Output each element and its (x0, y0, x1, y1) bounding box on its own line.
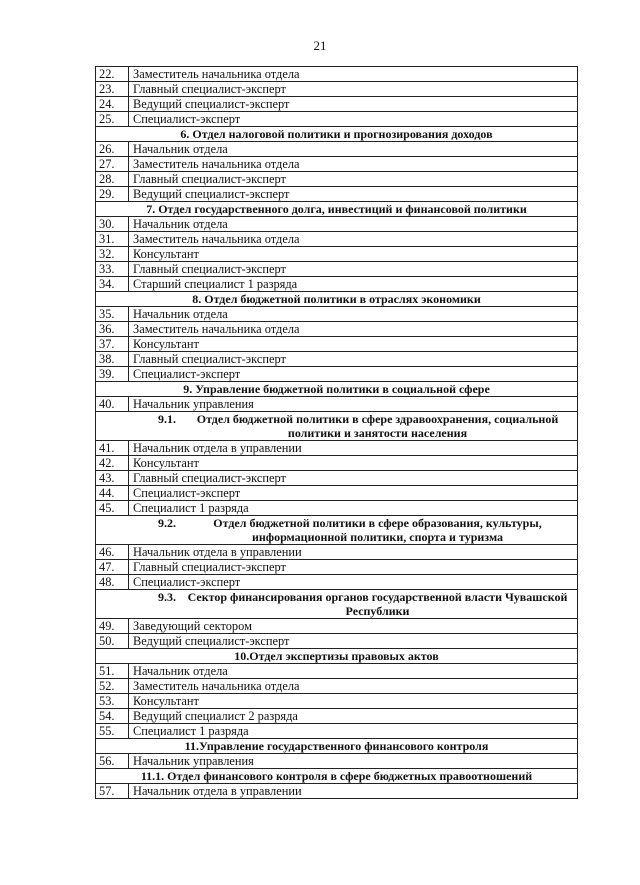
position-title: Начальник отдела (129, 664, 578, 679)
row-number: 22. (96, 67, 129, 82)
table-row (96, 82, 578, 97)
row-number: 36. (96, 322, 129, 337)
row-number: 40. (96, 397, 129, 412)
position-title: Начальник управления (129, 397, 578, 412)
section-title: 11.1. Отдел финансового контроля в сфере бюджетных правоотношений (96, 769, 578, 784)
section-title: 7. Отдел государственного долга, инвестиций и финансовой политики (96, 202, 578, 217)
table-row (96, 217, 578, 232)
table-row (96, 142, 578, 157)
row-number: 42. (96, 456, 129, 471)
subsection-header-row (96, 412, 578, 441)
row-number: 26. (96, 142, 129, 157)
position-title: Заведующий сектором (129, 619, 578, 634)
page-number: 21 (313, 38, 327, 53)
section-header-row (96, 769, 578, 784)
row-number: 52. (96, 679, 129, 694)
table-row (96, 352, 578, 367)
row-number: 31. (96, 232, 129, 247)
position-title: Заместитель начальника отдела (129, 67, 578, 82)
row-number: 27. (96, 157, 129, 172)
position-title: Ведущий специалист-эксперт (129, 187, 578, 202)
row-number: 39. (96, 367, 129, 382)
subsection-cell (96, 516, 578, 545)
row-number: 47. (96, 560, 129, 575)
section-header-row (96, 382, 578, 397)
position-title: Ведущий специалист-эксперт (129, 97, 578, 112)
row-number: 44. (96, 486, 129, 501)
position-title: Начальник управления (129, 754, 578, 769)
subsection-title: Отдел бюджетной политики в сфере здравоохранения, социальной политики и занятости населения (196, 412, 559, 440)
table-row (96, 560, 578, 575)
table-row (96, 694, 578, 709)
table-row (96, 262, 578, 277)
section-title: 6. Отдел налоговой политики и прогнозирования доходов (96, 127, 578, 142)
position-title: Главный специалист-эксперт (129, 82, 578, 97)
position-title: Специалист 1 разряда (129, 501, 578, 516)
table-row (96, 664, 578, 679)
position-title: Заместитель начальника отдела (129, 157, 578, 172)
row-number: 48. (96, 575, 129, 590)
position-title: Заместитель начальника отдела (129, 679, 578, 694)
position-title: Ведущий специалист 2 разряда (129, 709, 578, 724)
position-title: Заместитель начальника отдела (129, 322, 578, 337)
table-row (96, 619, 578, 634)
row-number: 49. (96, 619, 129, 634)
subsection-number: 9.1. (158, 412, 176, 426)
subsection-cell (96, 590, 578, 619)
position-title: Начальник отдела (129, 142, 578, 157)
section-header-row (96, 292, 578, 307)
section-title: 8. Отдел бюджетной политики в отраслях экономики (96, 292, 578, 307)
position-title: Главный специалист-эксперт (129, 172, 578, 187)
subsection-number: 9.3. (158, 590, 176, 604)
position-title: Специалист-эксперт (129, 367, 578, 382)
table-row (96, 575, 578, 590)
table-row (96, 545, 578, 560)
subsection-header-row (96, 516, 578, 545)
section-header-row (96, 649, 578, 664)
subsection-title: Отдел бюджетной политики в сфере образования, культуры, информационной политики, спорта и туризма (213, 516, 542, 544)
position-title: Консультант (129, 694, 578, 709)
position-title: Специалист-эксперт (129, 486, 578, 501)
subsection-number: 9.2. (158, 516, 176, 530)
position-title: Консультант (129, 456, 578, 471)
row-number: 46. (96, 545, 129, 560)
staff-table (95, 66, 578, 799)
table-row (96, 367, 578, 382)
position-title: Главный специалист-эксперт (129, 560, 578, 575)
row-number: 57. (96, 784, 129, 799)
table-row (96, 397, 578, 412)
table-row (96, 441, 578, 456)
table-row (96, 724, 578, 739)
table-row (96, 486, 578, 501)
table-row (96, 157, 578, 172)
table-row (96, 322, 578, 337)
table-row (96, 471, 578, 486)
table-row (96, 112, 578, 127)
row-number: 45. (96, 501, 129, 516)
table-row (96, 247, 578, 262)
row-number: 51. (96, 664, 129, 679)
position-title: Начальник отдела (129, 217, 578, 232)
section-header-row (96, 127, 578, 142)
row-number: 53. (96, 694, 129, 709)
row-number: 24. (96, 97, 129, 112)
position-title: Начальник отдела в управлении (129, 784, 578, 799)
row-number: 25. (96, 112, 129, 127)
row-number: 50. (96, 634, 129, 649)
table-row (96, 501, 578, 516)
table-row (96, 187, 578, 202)
section-title: 11.Управление государственного финансового контроля (96, 739, 578, 754)
section-title: 10.Отдел экспертизы правовых актов (96, 649, 578, 664)
position-title: Начальник отдела (129, 307, 578, 322)
table-row (96, 67, 578, 82)
table-row (96, 172, 578, 187)
position-title: Главный специалист-эксперт (129, 471, 578, 486)
section-header-row (96, 202, 578, 217)
row-number: 41. (96, 441, 129, 456)
row-number: 28. (96, 172, 129, 187)
row-number: 37. (96, 337, 129, 352)
position-title: Главный специалист-эксперт (129, 352, 578, 367)
table-row (96, 456, 578, 471)
position-title: Начальник отдела в управлении (129, 545, 578, 560)
row-number: 43. (96, 471, 129, 486)
table-row (96, 634, 578, 649)
row-number: 33. (96, 262, 129, 277)
row-number: 30. (96, 217, 129, 232)
row-number: 56. (96, 754, 129, 769)
table-row (96, 307, 578, 322)
row-number: 29. (96, 187, 129, 202)
subsection-header-row (96, 590, 578, 619)
table-row (96, 277, 578, 292)
position-title: Ведущий специалист-эксперт (129, 634, 578, 649)
staff-table-body (96, 67, 578, 799)
row-number: 35. (96, 307, 129, 322)
subsection-title: Сектор финансирования органов государственной власти Чувашской Республики (187, 590, 568, 618)
section-header-row (96, 739, 578, 754)
table-row (96, 754, 578, 769)
row-number: 23. (96, 82, 129, 97)
table-row (96, 97, 578, 112)
row-number: 55. (96, 724, 129, 739)
position-title: Консультант (129, 337, 578, 352)
position-title: Специалист-эксперт (129, 575, 578, 590)
row-number: 54. (96, 709, 129, 724)
position-title: Специалист-эксперт (129, 112, 578, 127)
table-row (96, 709, 578, 724)
table-row (96, 784, 578, 799)
position-title: Старший специалист 1 разряда (129, 277, 578, 292)
table-row (96, 337, 578, 352)
table-row (96, 232, 578, 247)
position-title: Начальник отдела в управлении (129, 441, 578, 456)
position-title: Заместитель начальника отдела (129, 232, 578, 247)
position-title: Главный специалист-эксперт (129, 262, 578, 277)
row-number: 34. (96, 277, 129, 292)
row-number: 32. (96, 247, 129, 262)
position-title: Специалист 1 разряда (129, 724, 578, 739)
subsection-cell (96, 412, 578, 441)
row-number: 38. (96, 352, 129, 367)
position-title: Консультант (129, 247, 578, 262)
section-title: 9. Управление бюджетной политики в социальной сфере (96, 382, 578, 397)
table-row (96, 679, 578, 694)
